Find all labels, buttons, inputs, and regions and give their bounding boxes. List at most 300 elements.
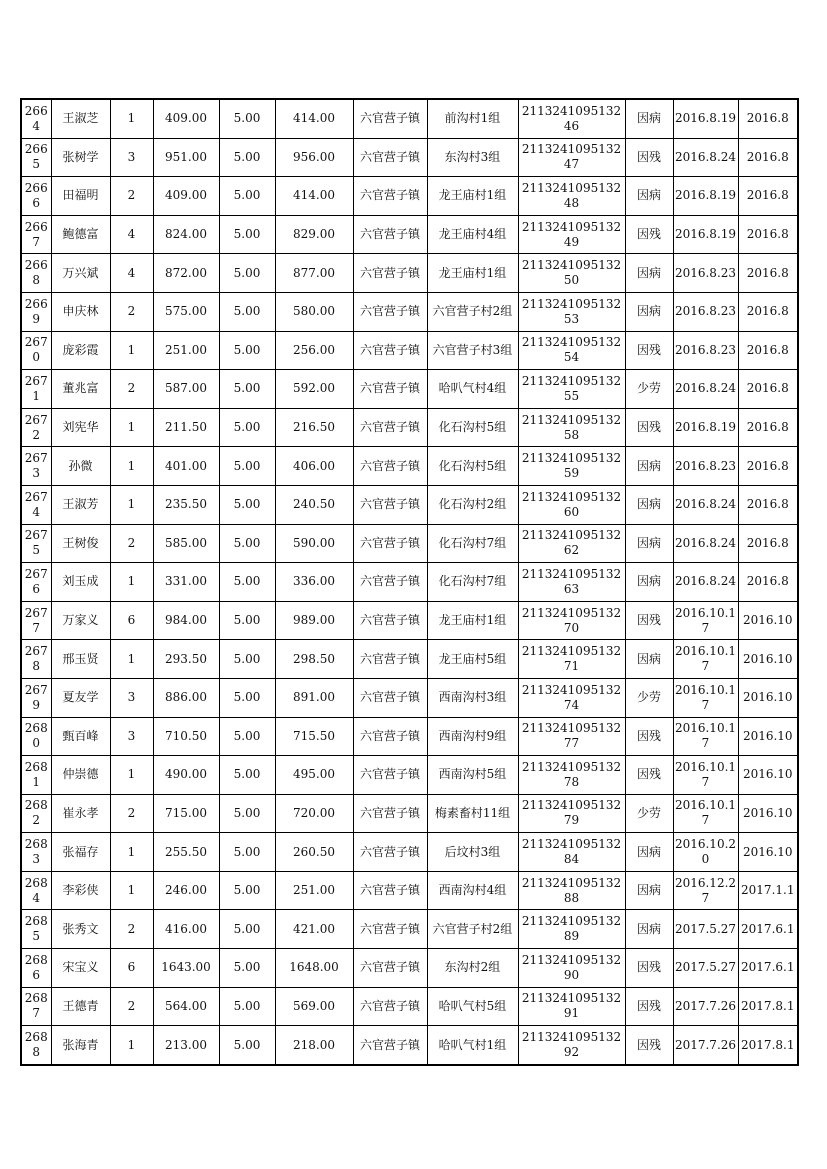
cell-extra-amount: 5.00	[219, 254, 275, 293]
cell-reason: 因病	[625, 447, 673, 486]
cell-name: 王淑芝	[51, 99, 110, 138]
cell-apply-date: 2016.8.19	[673, 99, 738, 138]
cell-village-group: 六官营子村3组	[427, 331, 518, 370]
table-row	[21, 678, 798, 717]
cell-apply-date: 2017.5.27	[673, 910, 738, 949]
cell-id-number: 211324109513253	[518, 292, 625, 331]
cell-household-size: 1	[110, 331, 153, 370]
cell-reason: 少劳	[625, 794, 673, 833]
cell-id-number: 211324109513258	[518, 408, 625, 447]
cell-start-month: 2016.8	[738, 138, 798, 177]
cell-township: 六官营子镇	[353, 292, 427, 331]
cell-village-group: 化石沟村2组	[427, 485, 518, 524]
cell-total-amount: 218.00	[275, 1026, 353, 1065]
cell-apply-date: 2017.7.26	[673, 987, 738, 1026]
cell-row-number: 2671	[21, 370, 51, 409]
cell-extra-amount: 5.00	[219, 756, 275, 795]
cell-township: 六官营子镇	[353, 215, 427, 254]
cell-village-group: 六官营子村2组	[427, 910, 518, 949]
cell-household-size: 4	[110, 215, 153, 254]
cell-extra-amount: 5.00	[219, 99, 275, 138]
cell-base-amount: 409.00	[153, 177, 219, 216]
cell-total-amount: 251.00	[275, 871, 353, 910]
table-row	[21, 292, 798, 331]
table-row	[21, 949, 798, 988]
cell-apply-date: 2016.8.23	[673, 331, 738, 370]
cell-apply-date: 2016.8.24	[673, 485, 738, 524]
cell-row-number: 2668	[21, 254, 51, 293]
cell-village-group: 梅素畜村11组	[427, 794, 518, 833]
cell-row-number: 2675	[21, 524, 51, 563]
cell-row-number: 2687	[21, 987, 51, 1026]
cell-total-amount: 592.00	[275, 370, 353, 409]
cell-reason: 因病	[625, 485, 673, 524]
cell-start-month: 2016.10	[738, 756, 798, 795]
cell-reason: 因病	[625, 292, 673, 331]
cell-reason: 因病	[625, 254, 673, 293]
cell-township: 六官营子镇	[353, 949, 427, 988]
table-row	[21, 794, 798, 833]
cell-apply-date: 2016.8.24	[673, 370, 738, 409]
cell-base-amount: 575.00	[153, 292, 219, 331]
cell-id-number: 211324109513259	[518, 447, 625, 486]
cell-household-size: 1	[110, 99, 153, 138]
cell-id-number: 211324109513246	[518, 99, 625, 138]
table-row	[21, 408, 798, 447]
cell-total-amount: 956.00	[275, 138, 353, 177]
cell-extra-amount: 5.00	[219, 370, 275, 409]
cell-township: 六官营子镇	[353, 563, 427, 602]
cell-apply-date: 2016.10.17	[673, 601, 738, 640]
cell-township: 六官营子镇	[353, 370, 427, 409]
cell-village-group: 龙王庙村1组	[427, 177, 518, 216]
cell-village-group: 化石沟村5组	[427, 447, 518, 486]
cell-extra-amount: 5.00	[219, 794, 275, 833]
cell-row-number: 2688	[21, 1026, 51, 1065]
table-row	[21, 717, 798, 756]
cell-start-month: 2016.10	[738, 601, 798, 640]
cell-name: 宋宝义	[51, 949, 110, 988]
cell-start-month: 2017.8.1	[738, 987, 798, 1026]
cell-apply-date: 2016.10.17	[673, 794, 738, 833]
table-row	[21, 99, 798, 138]
cell-township: 六官营子镇	[353, 987, 427, 1026]
cell-id-number: 211324109513263	[518, 563, 625, 602]
cell-name: 孙微	[51, 447, 110, 486]
cell-household-size: 4	[110, 254, 153, 293]
cell-id-number: 211324109513278	[518, 756, 625, 795]
cell-household-size: 1	[110, 833, 153, 872]
cell-start-month: 2016.8	[738, 447, 798, 486]
cell-township: 六官营子镇	[353, 871, 427, 910]
cell-household-size: 3	[110, 138, 153, 177]
table-row	[21, 640, 798, 679]
cell-base-amount: 211.50	[153, 408, 219, 447]
cell-village-group: 西南沟村9组	[427, 717, 518, 756]
cell-start-month: 2017.1.1	[738, 871, 798, 910]
cell-name: 王树俊	[51, 524, 110, 563]
cell-reason: 少劳	[625, 370, 673, 409]
cell-reason: 因残	[625, 987, 673, 1026]
cell-name: 申庆林	[51, 292, 110, 331]
cell-township: 六官营子镇	[353, 1026, 427, 1065]
cell-reason: 因残	[625, 1026, 673, 1065]
cell-base-amount: 409.00	[153, 99, 219, 138]
cell-row-number: 2683	[21, 833, 51, 872]
cell-township: 六官营子镇	[353, 254, 427, 293]
cell-id-number: 211324109513262	[518, 524, 625, 563]
cell-total-amount: 829.00	[275, 215, 353, 254]
cell-start-month: 2017.6.1	[738, 949, 798, 988]
cell-total-amount: 421.00	[275, 910, 353, 949]
cell-reason: 因残	[625, 215, 673, 254]
cell-base-amount: 1643.00	[153, 949, 219, 988]
cell-village-group: 六官营子村2组	[427, 292, 518, 331]
cell-base-amount: 255.50	[153, 833, 219, 872]
cell-extra-amount: 5.00	[219, 138, 275, 177]
cell-start-month: 2016.10	[738, 717, 798, 756]
cell-base-amount: 951.00	[153, 138, 219, 177]
cell-reason: 因残	[625, 331, 673, 370]
table-row	[21, 447, 798, 486]
cell-household-size: 6	[110, 601, 153, 640]
cell-name: 仲崇德	[51, 756, 110, 795]
cell-base-amount: 824.00	[153, 215, 219, 254]
cell-base-amount: 331.00	[153, 563, 219, 602]
cell-row-number: 2680	[21, 717, 51, 756]
cell-village-group: 前沟村1组	[427, 99, 518, 138]
table-row	[21, 331, 798, 370]
cell-reason: 因病	[625, 524, 673, 563]
cell-apply-date: 2016.8.19	[673, 408, 738, 447]
cell-base-amount: 564.00	[153, 987, 219, 1026]
cell-extra-amount: 5.00	[219, 871, 275, 910]
cell-household-size: 1	[110, 871, 153, 910]
cell-township: 六官营子镇	[353, 524, 427, 563]
cell-apply-date: 2016.8.23	[673, 254, 738, 293]
cell-township: 六官营子镇	[353, 640, 427, 679]
cell-base-amount: 293.50	[153, 640, 219, 679]
cell-village-group: 西南沟村3组	[427, 678, 518, 717]
cell-extra-amount: 5.00	[219, 987, 275, 1026]
cell-household-size: 2	[110, 987, 153, 1026]
table-row	[21, 1026, 798, 1065]
cell-apply-date: 2016.12.27	[673, 871, 738, 910]
cell-reason: 因残	[625, 949, 673, 988]
cell-apply-date: 2016.10.17	[673, 717, 738, 756]
cell-reason: 因病	[625, 871, 673, 910]
cell-reason: 因病	[625, 910, 673, 949]
cell-start-month: 2016.8	[738, 331, 798, 370]
cell-id-number: 211324109513291	[518, 987, 625, 1026]
cell-row-number: 2665	[21, 138, 51, 177]
cell-township: 六官营子镇	[353, 833, 427, 872]
cell-extra-amount: 5.00	[219, 524, 275, 563]
cell-extra-amount: 5.00	[219, 408, 275, 447]
cell-township: 六官营子镇	[353, 678, 427, 717]
cell-village-group: 哈叭气村4组	[427, 370, 518, 409]
table-row	[21, 524, 798, 563]
cell-extra-amount: 5.00	[219, 331, 275, 370]
cell-name: 万家义	[51, 601, 110, 640]
cell-id-number: 211324109513249	[518, 215, 625, 254]
cell-total-amount: 414.00	[275, 99, 353, 138]
table-row	[21, 563, 798, 602]
cell-township: 六官营子镇	[353, 99, 427, 138]
cell-apply-date: 2016.8.19	[673, 215, 738, 254]
cell-name: 李彩侠	[51, 871, 110, 910]
cell-total-amount: 216.50	[275, 408, 353, 447]
cell-id-number: 211324109513292	[518, 1026, 625, 1065]
cell-total-amount: 256.00	[275, 331, 353, 370]
cell-start-month: 2016.10	[738, 833, 798, 872]
cell-row-number: 2673	[21, 447, 51, 486]
cell-total-amount: 569.00	[275, 987, 353, 1026]
cell-start-month: 2016.8	[738, 215, 798, 254]
cell-name: 鲍德富	[51, 215, 110, 254]
cell-row-number: 2686	[21, 949, 51, 988]
cell-apply-date: 2016.8.23	[673, 292, 738, 331]
cell-household-size: 1	[110, 640, 153, 679]
cell-apply-date: 2016.10.17	[673, 640, 738, 679]
cell-household-size: 2	[110, 370, 153, 409]
cell-township: 六官营子镇	[353, 717, 427, 756]
cell-name: 张树学	[51, 138, 110, 177]
cell-village-group: 西南沟村4组	[427, 871, 518, 910]
cell-village-group: 东沟村2组	[427, 949, 518, 988]
cell-household-size: 3	[110, 717, 153, 756]
cell-household-size: 1	[110, 563, 153, 602]
cell-base-amount: 213.00	[153, 1026, 219, 1065]
cell-start-month: 2016.8	[738, 254, 798, 293]
cell-name: 刘宪华	[51, 408, 110, 447]
cell-reason: 因残	[625, 601, 673, 640]
cell-extra-amount: 5.00	[219, 910, 275, 949]
cell-row-number: 2666	[21, 177, 51, 216]
cell-extra-amount: 5.00	[219, 717, 275, 756]
cell-row-number: 2676	[21, 563, 51, 602]
household-table	[20, 98, 799, 1066]
cell-base-amount: 715.00	[153, 794, 219, 833]
cell-id-number: 211324109513290	[518, 949, 625, 988]
cell-total-amount: 298.50	[275, 640, 353, 679]
cell-township: 六官营子镇	[353, 447, 427, 486]
cell-extra-amount: 5.00	[219, 833, 275, 872]
cell-id-number: 211324109513279	[518, 794, 625, 833]
cell-name: 邢玉贤	[51, 640, 110, 679]
table-row	[21, 215, 798, 254]
cell-household-size: 2	[110, 910, 153, 949]
cell-total-amount: 590.00	[275, 524, 353, 563]
cell-base-amount: 585.00	[153, 524, 219, 563]
cell-start-month: 2017.6.1	[738, 910, 798, 949]
cell-household-size: 2	[110, 794, 153, 833]
table-row	[21, 485, 798, 524]
cell-total-amount: 406.00	[275, 447, 353, 486]
cell-village-group: 龙王庙村4组	[427, 215, 518, 254]
cell-apply-date: 2016.8.23	[673, 447, 738, 486]
cell-extra-amount: 5.00	[219, 563, 275, 602]
cell-id-number: 211324109513288	[518, 871, 625, 910]
cell-extra-amount: 5.00	[219, 678, 275, 717]
cell-base-amount: 401.00	[153, 447, 219, 486]
cell-village-group: 东沟村3组	[427, 138, 518, 177]
cell-apply-date: 2017.7.26	[673, 1026, 738, 1065]
table-row	[21, 601, 798, 640]
cell-start-month: 2017.8.1	[738, 1026, 798, 1065]
cell-base-amount: 886.00	[153, 678, 219, 717]
table-row	[21, 177, 798, 216]
cell-start-month: 2016.8	[738, 485, 798, 524]
cell-extra-amount: 5.00	[219, 215, 275, 254]
cell-start-month: 2016.8	[738, 524, 798, 563]
cell-extra-amount: 5.00	[219, 292, 275, 331]
cell-row-number: 2677	[21, 601, 51, 640]
cell-start-month: 2016.8	[738, 563, 798, 602]
cell-reason: 因病	[625, 833, 673, 872]
cell-township: 六官营子镇	[353, 331, 427, 370]
cell-reason: 因残	[625, 756, 673, 795]
cell-start-month: 2016.8	[738, 408, 798, 447]
cell-row-number: 2664	[21, 99, 51, 138]
cell-village-group: 后坟村3组	[427, 833, 518, 872]
table-row	[21, 871, 798, 910]
cell-id-number: 211324109513284	[518, 833, 625, 872]
cell-row-number: 2685	[21, 910, 51, 949]
table-row	[21, 254, 798, 293]
cell-reason: 因残	[625, 138, 673, 177]
cell-village-group: 哈叭气村5组	[427, 987, 518, 1026]
cell-total-amount: 580.00	[275, 292, 353, 331]
cell-township: 六官营子镇	[353, 138, 427, 177]
cell-name: 崔永孝	[51, 794, 110, 833]
cell-id-number: 211324109513270	[518, 601, 625, 640]
cell-total-amount: 715.50	[275, 717, 353, 756]
cell-village-group: 化石沟村5组	[427, 408, 518, 447]
cell-row-number: 2682	[21, 794, 51, 833]
cell-total-amount: 1648.00	[275, 949, 353, 988]
cell-household-size: 1	[110, 756, 153, 795]
cell-reason: 因病	[625, 99, 673, 138]
cell-name: 万兴斌	[51, 254, 110, 293]
cell-household-size: 2	[110, 292, 153, 331]
cell-household-size: 1	[110, 485, 153, 524]
cell-total-amount: 336.00	[275, 563, 353, 602]
cell-apply-date: 2016.8.24	[673, 563, 738, 602]
cell-id-number: 211324109513274	[518, 678, 625, 717]
cell-id-number: 211324109513277	[518, 717, 625, 756]
cell-apply-date: 2016.10.20	[673, 833, 738, 872]
cell-row-number: 2670	[21, 331, 51, 370]
cell-extra-amount: 5.00	[219, 1026, 275, 1065]
cell-name: 张秀文	[51, 910, 110, 949]
cell-name: 王德青	[51, 987, 110, 1026]
cell-reason: 因病	[625, 563, 673, 602]
cell-household-size: 2	[110, 524, 153, 563]
table-row	[21, 910, 798, 949]
cell-total-amount: 495.00	[275, 756, 353, 795]
cell-start-month: 2016.10	[738, 678, 798, 717]
table-row	[21, 833, 798, 872]
cell-township: 六官营子镇	[353, 485, 427, 524]
cell-row-number: 2679	[21, 678, 51, 717]
cell-total-amount: 240.50	[275, 485, 353, 524]
cell-reason: 因病	[625, 640, 673, 679]
cell-base-amount: 872.00	[153, 254, 219, 293]
cell-extra-amount: 5.00	[219, 485, 275, 524]
cell-township: 六官营子镇	[353, 177, 427, 216]
cell-id-number: 211324109513248	[518, 177, 625, 216]
cell-start-month: 2016.8	[738, 370, 798, 409]
cell-base-amount: 235.50	[153, 485, 219, 524]
cell-extra-amount: 5.00	[219, 949, 275, 988]
cell-village-group: 龙王庙村1组	[427, 254, 518, 293]
cell-household-size: 1	[110, 447, 153, 486]
cell-name: 张海青	[51, 1026, 110, 1065]
cell-name: 张福存	[51, 833, 110, 872]
cell-name: 庞彩霞	[51, 331, 110, 370]
cell-household-size: 1	[110, 408, 153, 447]
cell-township: 六官营子镇	[353, 756, 427, 795]
cell-total-amount: 720.00	[275, 794, 353, 833]
cell-base-amount: 587.00	[153, 370, 219, 409]
cell-name: 甄百峰	[51, 717, 110, 756]
cell-township: 六官营子镇	[353, 601, 427, 640]
cell-household-size: 1	[110, 1026, 153, 1065]
cell-reason: 因残	[625, 408, 673, 447]
table-body	[21, 99, 798, 1065]
cell-row-number: 2667	[21, 215, 51, 254]
cell-row-number: 2672	[21, 408, 51, 447]
cell-village-group: 化石沟村7组	[427, 563, 518, 602]
cell-id-number: 211324109513260	[518, 485, 625, 524]
cell-apply-date: 2016.8.24	[673, 138, 738, 177]
cell-id-number: 211324109513250	[518, 254, 625, 293]
cell-row-number: 2681	[21, 756, 51, 795]
cell-start-month: 2016.8	[738, 99, 798, 138]
cell-village-group: 西南沟村5组	[427, 756, 518, 795]
cell-reason: 因残	[625, 717, 673, 756]
cell-village-group: 哈叭气村1组	[427, 1026, 518, 1065]
cell-row-number: 2674	[21, 485, 51, 524]
cell-apply-date: 2016.10.17	[673, 678, 738, 717]
cell-start-month: 2016.10	[738, 640, 798, 679]
cell-start-month: 2016.8	[738, 292, 798, 331]
cell-reason: 因病	[625, 177, 673, 216]
cell-total-amount: 891.00	[275, 678, 353, 717]
cell-base-amount: 984.00	[153, 601, 219, 640]
cell-total-amount: 989.00	[275, 601, 353, 640]
cell-row-number: 2678	[21, 640, 51, 679]
table-row	[21, 138, 798, 177]
cell-total-amount: 877.00	[275, 254, 353, 293]
cell-base-amount: 251.00	[153, 331, 219, 370]
cell-name: 田福明	[51, 177, 110, 216]
cell-household-size: 3	[110, 678, 153, 717]
cell-apply-date: 2016.8.24	[673, 524, 738, 563]
cell-township: 六官营子镇	[353, 910, 427, 949]
cell-name: 夏友学	[51, 678, 110, 717]
table-row	[21, 756, 798, 795]
cell-id-number: 211324109513255	[518, 370, 625, 409]
cell-village-group: 龙王庙村5组	[427, 640, 518, 679]
cell-extra-amount: 5.00	[219, 447, 275, 486]
cell-start-month: 2016.8	[738, 177, 798, 216]
cell-id-number: 211324109513289	[518, 910, 625, 949]
cell-name: 王淑芳	[51, 485, 110, 524]
cell-name: 刘玉成	[51, 563, 110, 602]
cell-total-amount: 414.00	[275, 177, 353, 216]
